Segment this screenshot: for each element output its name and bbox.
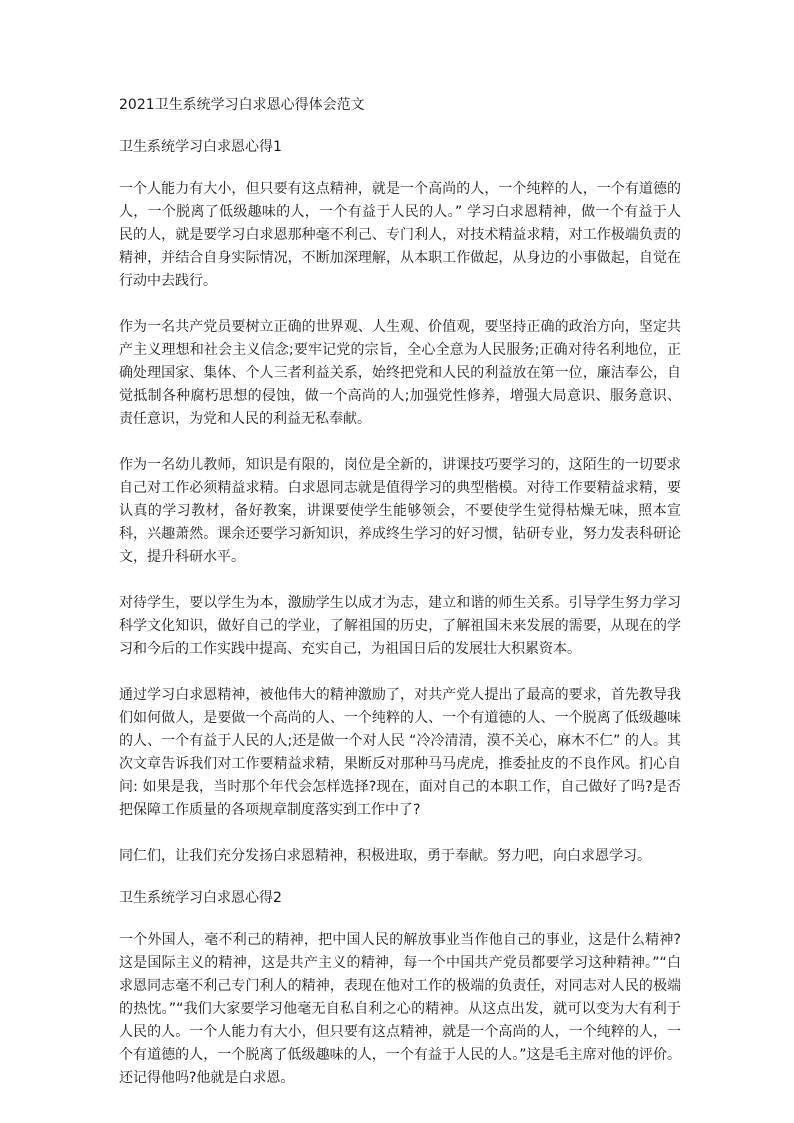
- paragraph: 作为一名幼儿教师，知识是有限的，岗位是全新的，讲课技巧要学习的，这陌生的一切要求自己对工作必须精益求精。白求恩同志就是值得学习的典型楷模。对待工作要精益求精，要认真的学习教材，备好教案，讲课要使学生能够领会，不要使学生觉得枯燥无味，照本宣科，兴趣萧然。课余还要学习新知识，养成终生学习的好习惯，钻研专业，努力发表科研论文，提升科研水平。: [119, 457, 681, 565]
- paragraph: 一个人能力有大小，但只要有这点精神，就是一个高尚的人，一个纯粹的人，一个有道德的人，一个脱离了低级趣味的人，一个有益于人民的人。” 学习白求恩精神，做一个有益于人民的人，就是要学习白求恩那种毫不利己、专门利人，对技术精益求精，对工作极端负责的精神，并结合自身实际情况，不断加深理解，从本职工作做起，从身边的小事做起，自觉在行动中去践行。: [119, 181, 681, 289]
- section-heading-1: 卫生系统学习白求恩心得1: [119, 139, 282, 155]
- paragraph: 对待学生，要以学生为本，激励学生以成才为志，建立和谐的师生关系。引导学生努力学习科学文化知识，做好自己的学业，了解祖国的历史，了解祖国未来发展的需要，从现在的学习和今后的工作实践中提高、充实自己，为祖国日后的发展壮大积累资本。: [119, 595, 681, 657]
- document-title: 2021卫生系统学习白求恩心得体会范文: [119, 97, 365, 113]
- paragraph: 作为一名共产党员要树立正确的世界观、人生观、价值观，要坚持正确的政治方向，坚定共产主义理想和社会主义信念;要牢记党的宗旨，全心全意为人民服务;正确对待名利地位，正确处理国家、集体、个人三者利益关系，始终把党和人民的利益放在第一位，廉洁奉公，自觉抵制各种腐朽思想的侵蚀，做一个高尚的人;加强党性修养，增强大局意识、服务意识、责任意识，为党和人民的利益无私奉献。: [119, 319, 681, 427]
- paragraph: 通过学习白求恩精神，被他伟大的精神激励了，对共产党人提出了最高的要求，首先教导我们如何做人，是要做一个高尚的人、一个纯粹的人、一个有道德的人、一个脱离了低级趣味的人、一个有益于人民的人;还是做一个对人民 “冷冷清清，漠不关心，麻木不仁” 的人。其次文章告诉我们对工作要精益求精，果断反对那种马马虎虎，推委扯皮的不良作风。扪心自问: 如果是我，当时那个年代会怎样选择?现在，面对自己的本职工作，自己做好了吗?是否把保障工作质量的各项规章制度落实到工作中了?: [119, 687, 681, 818]
- section-heading-2: 卫生系统学习白求恩心得2: [119, 890, 282, 906]
- paragraph: 一个外国人，毫不利己的精神，把中国人民的解放事业当作他自己的事业，这是什么精神?这是国际主义的精神，这是共产主义的精神，每一个中国共产党员都要学习这种精神。”“白求恩同志毫不利己专门利人的精神，表现在他对工作的极端的负责任，对同志对人民的极端的热忱。”“我们大家要学习他毫无自私自利之心的精神。从这点出发，就可以变为大有利于人民的人。一个人能力有大小，但只要有这点精神，就是一个高尚的人，一个纯粹的人，一个有道德的人，一个脱离了低级趣味的人，一个有益于人民的人。”这是毛主席对他的评价。还记得他吗?他就是白求恩。: [119, 932, 681, 1086]
- paragraph: 同仁们，让我们充分发扬白求恩精神，积极进取，勇于奉献。努力吧，向白求恩学习。: [119, 848, 651, 864]
- document-page: [119, 94, 681, 1113]
